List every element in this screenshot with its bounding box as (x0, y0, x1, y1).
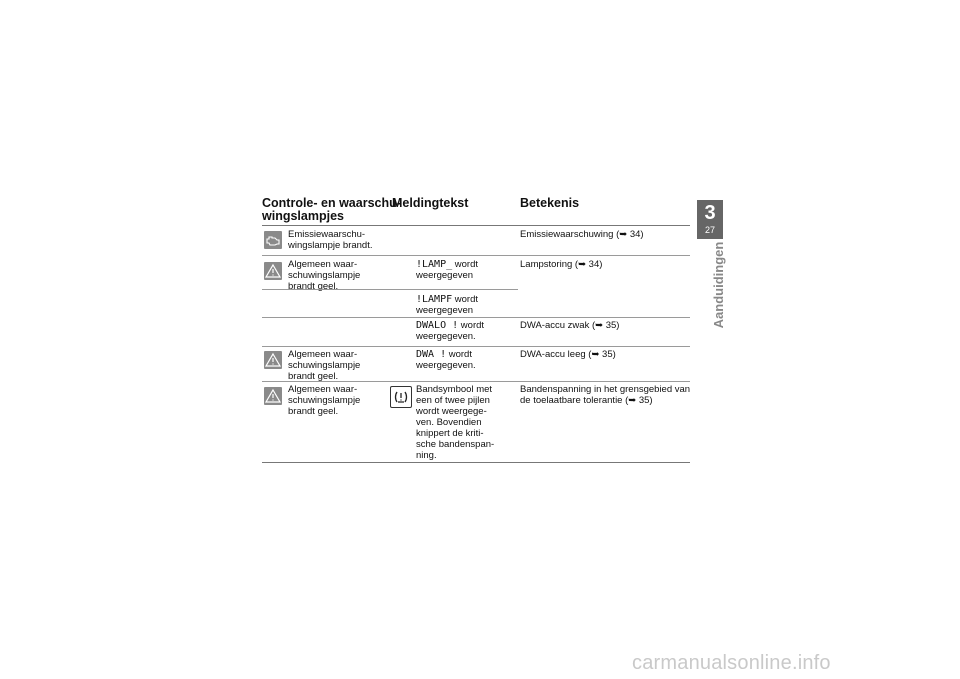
row-divider (262, 255, 690, 256)
header-rule (262, 225, 690, 226)
watermark: carmanualsonline.info (632, 652, 831, 674)
row1-meaning: Lampstoring (➥ 34) (520, 259, 603, 270)
warning-triangle-icon (264, 351, 282, 369)
page-number: 27 (704, 225, 715, 235)
row3-meaning: DWA-accu zwak (➥ 35) (520, 320, 620, 331)
row1-lamp: Algemeen waar- schuwingslampje brandt geel. (288, 259, 361, 292)
row2-code: !LAMPF (416, 294, 453, 305)
table-bottom-rule (262, 462, 690, 463)
side-title: Aanduidingen (711, 241, 726, 329)
row-divider (262, 381, 690, 382)
row0-meaning: Emissiewaarschuwing (➥ 34) (520, 229, 644, 240)
row-divider (262, 317, 690, 318)
row3-code: DWALO ! (416, 320, 459, 331)
row5-lamp: Algemeen waar- schuwingslampje brandt geel. (288, 384, 361, 417)
chapter-number: 3 (704, 202, 716, 224)
header-meaning: Betekenis (520, 196, 580, 210)
row-divider (262, 346, 690, 347)
row3-message: DWALO ! wordt weergegeven. (416, 320, 485, 342)
row5-message: Bandsymbool met een of twee pijlen wordt weergege- ven. Bovendien knippert de kriti- sche bandenspan- ning. (416, 384, 495, 461)
row1-message: !LAMP_ wordt weergegeven (416, 259, 478, 281)
engine-icon (264, 231, 282, 249)
chapter-tab (697, 200, 723, 239)
row4-meaning: DWA-accu leeg (➥ 35) (520, 349, 616, 360)
row4-lamp: Algemeen waar- schuwingslampje brandt geel. (288, 349, 361, 382)
tire-pressure-icon (390, 386, 412, 408)
warning-triangle-icon (264, 262, 282, 280)
warning-triangle-icon (264, 387, 282, 405)
row4-code: DWA ! (416, 349, 447, 360)
row-divider (262, 289, 518, 290)
row4-message: DWA ! wordt weergegeven. (416, 349, 476, 371)
header-lamps: Controle- en waarschu- wingslampjes (262, 196, 401, 223)
row2-message: !LAMPF wordt weergegeven (416, 294, 478, 316)
row0-lamp: Emissiewaarschu- wingslampje brandt. (288, 229, 373, 251)
row5-meaning: Bandenspanning in het grensgebied van de toelaatbare tolerantie (➥ 35) (520, 384, 691, 406)
header-message: Meldingtekst (392, 196, 469, 210)
row1-code: !LAMP_ (416, 259, 453, 270)
